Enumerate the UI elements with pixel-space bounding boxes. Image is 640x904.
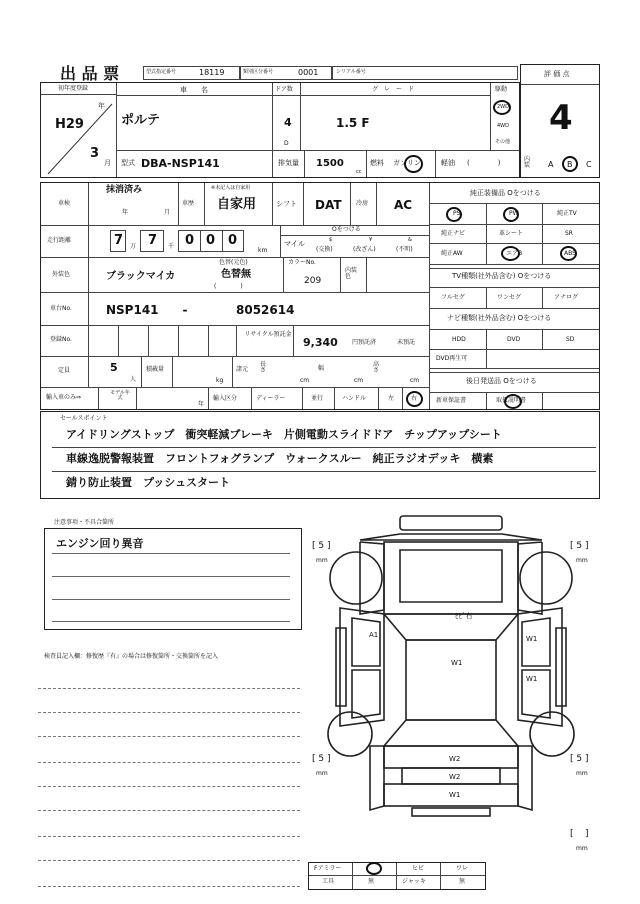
chassis-number: 8052614 [236, 303, 295, 317]
tv-fullseg[interactable]: フルセグ [441, 294, 465, 301]
height-cm-unit: cm [410, 377, 420, 384]
break-label: ワレ [456, 865, 469, 872]
use-note: ※未記入は自家用 [211, 185, 251, 191]
color-change-label: 色替(元色) [219, 259, 248, 266]
use-value: 自家用 [217, 197, 257, 212]
car-name-value: ポルテ [121, 113, 161, 128]
sales-point-line: 錆り防止装置 プッシュスタート [66, 476, 231, 489]
first-registration-month: 3 [90, 146, 100, 161]
first-registration-label: 初年度登録 [58, 85, 89, 92]
doors-unit: D [284, 140, 289, 147]
front-right-wheel-shape [520, 552, 572, 604]
cc-unit: cc [356, 169, 362, 175]
ac-value: AC [394, 198, 413, 212]
recycle-paid[interactable]: 円預託済 [352, 339, 377, 346]
hood-shape [384, 542, 518, 614]
inspection-value: 抹消済み [106, 185, 143, 195]
equip-abs-circle [560, 246, 577, 261]
use-label: 車歴 [182, 200, 195, 207]
tread-rear-left: [ 5 ] [312, 754, 331, 764]
meter-sign: & [408, 237, 412, 243]
serial-label: シリアル番号 [336, 69, 366, 75]
equip-aw[interactable]: 純正AW [441, 250, 463, 257]
height-label: 高さ [373, 361, 380, 374]
shift-value: DAT [315, 198, 342, 212]
inspection-year-unit: 年 [122, 209, 129, 216]
capacity-label: 定員 [58, 367, 71, 374]
navi-hdd[interactable]: HDD [452, 336, 466, 343]
year-unit: 年 [98, 102, 105, 110]
mileage-sen-unit: 千 [168, 243, 175, 250]
displacement-label: 排気量 [278, 159, 299, 167]
post-manual-circle [504, 394, 522, 409]
color-number-label: カラーNo. [288, 259, 316, 266]
notes-entry: エンジン回り異音 [56, 537, 144, 550]
chassis-prefix: NSP141 - [106, 303, 188, 317]
length-label: 長さ [260, 361, 267, 374]
interior-grade-label: 内装 [524, 156, 531, 169]
damage-mark-right-rear: W1 [526, 675, 538, 683]
meter-replaced[interactable]: (交換) [316, 246, 333, 253]
tools-label: 工具 [322, 878, 335, 885]
damage-mark-rear-bumper: W1 [449, 791, 461, 799]
displacement-value: 1500 [316, 158, 344, 169]
doors-label: ドア数 [275, 86, 293, 93]
inspector-label: 検査員記入欄：修復歴『有』の場合は修復箇所・交換箇所を記入 [44, 653, 219, 660]
fuel-label: 燃料 [370, 159, 384, 167]
mm-unit: mm [576, 845, 588, 852]
tv-type-title: TV種類(社外品含む) Oをつける [452, 272, 552, 280]
windshield-shape [384, 614, 518, 640]
mm-unit: mm [576, 557, 588, 564]
diagonal-slash [42, 96, 116, 178]
grade-value: 1.5 F [336, 116, 370, 130]
crack-label: ヒビ [412, 865, 425, 872]
meter-circle-note: Oをつける [332, 226, 361, 233]
tread-front-left: [ 5 ] [312, 541, 331, 551]
mileage-man-unit: 万 [130, 243, 137, 250]
meter-tampered[interactable]: (改ざん) [353, 246, 376, 253]
drive-label: 駆動 [495, 86, 508, 93]
post-manual[interactable]: 取扱説明書 [496, 397, 527, 404]
registration-label: 登録No. [50, 336, 72, 343]
color-change-paren: ( ) [214, 283, 243, 290]
equip-sr[interactable]: SR [565, 230, 573, 237]
mileage-km-unit: km [258, 247, 268, 254]
category-number-value: 0001 [298, 68, 319, 77]
drive-4wd[interactable]: 4WD [497, 123, 509, 129]
damage-mark-right-door: W1 [526, 635, 538, 643]
jack-value: 無 [459, 878, 466, 885]
equip-pw[interactable]: PW [509, 210, 519, 217]
equip-ps-circle [446, 207, 462, 222]
width-label: 幅 [318, 365, 325, 372]
shift-label: シフト [276, 200, 297, 208]
recycle-unpaid[interactable]: 未預託 [397, 339, 416, 346]
mileage-digit: 7 [148, 233, 158, 248]
damage-mark-rear-panel: W2 [449, 755, 461, 763]
grade-label: グ レ ー ド [372, 86, 415, 93]
drive-2wd-circle [493, 100, 511, 115]
length-cm-unit: cm [300, 377, 310, 384]
handle-left[interactable]: 左 [388, 395, 395, 402]
equip-airbag-circle [501, 246, 523, 261]
capacity-unit: 人 [130, 376, 137, 383]
rear-left-wheel-shape [328, 712, 372, 756]
load-kg-unit: kg [216, 377, 224, 384]
genuine-equipment-title: 純正装備品 Oをつける [470, 189, 541, 197]
jack-label: ジャッキ [402, 878, 426, 885]
navi-sd[interactable]: SD [566, 336, 575, 343]
drive-2wd[interactable]: 2WD [497, 104, 509, 110]
doors-value: 4 [284, 116, 292, 129]
meter-sign: ¥ [369, 237, 373, 243]
damage-mark-rear-lower: W2 [449, 773, 461, 781]
interior-color-label: 内装色 [345, 267, 358, 280]
equip-navi[interactable]: 純正ナビ [441, 230, 466, 237]
interior-b-circle [562, 156, 578, 172]
dimensions-label: 諸元 [236, 366, 249, 373]
chassis-label: 車台No. [50, 305, 72, 312]
diesel-label: 軽油 [441, 159, 455, 167]
interior-a[interactable]: A [548, 160, 554, 169]
mm-unit: mm [316, 770, 328, 777]
model-year-label: モデル年式 [110, 390, 130, 401]
model-year-unit: 年 [198, 401, 205, 408]
meter-mile-label: マイル [284, 240, 305, 248]
import-dealer[interactable]: ディーラー [256, 395, 286, 402]
tv-analog[interactable]: アナログ [554, 294, 579, 301]
mileage-label: 走行距離 [47, 237, 72, 244]
tread-spare: [ ] [570, 829, 589, 839]
equip-tv[interactable]: 純正TV [557, 210, 577, 217]
front-left-wheel-shape [330, 552, 382, 604]
interior-b[interactable]: B [567, 160, 573, 169]
recycle-label: リサイクル預託金 [244, 331, 292, 338]
model-value: DBA-NSP141 [141, 157, 220, 170]
form-number-label: 型式指定番号 [146, 69, 177, 75]
mm-unit: mm [316, 557, 328, 564]
interior-c[interactable]: C [586, 160, 592, 169]
dvd-playback[interactable]: DVD再生可 [436, 355, 468, 362]
first-registration-year: H29 [55, 117, 84, 132]
navi-dvd[interactable]: DVD [507, 336, 521, 343]
tools-value: 無 [368, 878, 375, 885]
score-value: 4 [549, 98, 573, 138]
category-number-label: 類別区分番号 [243, 69, 274, 75]
inspection-month-unit: 月 [164, 209, 171, 216]
sales-point-line: 車線逸脱警報装置 フロントフォグランプ ウォークスルー 純正ラジオデッキ 横素 [66, 452, 494, 465]
damage-mark-left-door: A1 [369, 631, 379, 639]
color-number-value: 209 [304, 276, 322, 286]
mirror-label: Fアミラー [314, 865, 342, 872]
rear-window-shape [384, 720, 518, 746]
equip-abs[interactable]: ABS [564, 250, 576, 257]
meter-sign: $ [329, 237, 333, 243]
damage-mark-left-rear: W1 [451, 659, 463, 667]
import-category-label: 輸入区分 [213, 395, 238, 402]
roof-shape [406, 640, 496, 720]
load-label: 積載量 [146, 366, 165, 373]
mileage-digit: 0 [206, 233, 216, 248]
recycle-value: 9,340 [303, 336, 338, 349]
import-parallel[interactable]: 並行 [311, 395, 324, 402]
equip-leather[interactable]: 革シート [499, 230, 524, 237]
navi-type-title: ナビ種類(社外品含む) Oをつける [447, 314, 552, 322]
capacity-value: 5 [110, 361, 118, 374]
ac-label: 冷房 [356, 200, 369, 207]
exterior-color-label: 外装色 [52, 271, 71, 278]
equip-airbag[interactable]: エアB [506, 250, 523, 257]
mm-unit: mm [576, 770, 588, 777]
tread-front-right: [ 5 ] [570, 541, 589, 551]
tread-rear-right: [ 5 ] [570, 754, 589, 764]
score-label: 評 価 点 [544, 70, 570, 78]
car-name-label: 車 名 [180, 86, 208, 94]
fuel-circle [404, 155, 423, 173]
front-bumper-shape [400, 516, 502, 530]
post-shipment-title: 後日発送品 Oをつける [466, 377, 537, 385]
handle-label: ハンドル [342, 395, 367, 402]
sales-point-line: アイドリングストップ 衝突軽減ブレーキ 片側電動スライドドア チップアップシート [66, 428, 502, 441]
equip-pw-circle [503, 207, 519, 222]
mileage-digit: 7 [114, 233, 124, 248]
width-cm-unit: cm [354, 377, 364, 384]
fuel-other-paren: ( ) [467, 159, 501, 167]
inspection-label: 車検 [58, 200, 71, 207]
drive-other[interactable]: その他 [495, 139, 511, 145]
handle-right-circle [406, 391, 423, 407]
import-label: 輸入車のみ⇒ [46, 394, 82, 401]
model-label: 型式 [121, 159, 135, 167]
handle-right[interactable]: 右 [411, 395, 418, 402]
meter-unknown[interactable]: (不明) [396, 246, 413, 253]
page-title: 出 品 票 [60, 64, 120, 83]
month-unit: 月 [104, 159, 111, 167]
mileage-digit: 0 [228, 233, 238, 248]
equip-ps[interactable]: PS [453, 210, 461, 217]
damage-mark-roof: ﾋﾋﾞ右 [455, 612, 473, 620]
color-change-value: 色替無 [221, 269, 251, 280]
mirror-circle [366, 862, 382, 875]
sales-points-label: セールスポイント [60, 415, 108, 422]
tv-oneseg[interactable]: ワンセグ [497, 294, 522, 301]
exterior-color-value: ブラックマイカ [106, 271, 176, 282]
notes-label: 注意事項・不具合箇所 [54, 519, 115, 526]
fuel-gasoline[interactable]: ガソリン [393, 159, 421, 167]
mileage-digit: 0 [185, 233, 195, 248]
form-number-value: 18119 [199, 68, 225, 77]
post-warranty[interactable]: 新車保証書 [436, 397, 467, 404]
rear-right-wheel-shape [530, 712, 574, 756]
